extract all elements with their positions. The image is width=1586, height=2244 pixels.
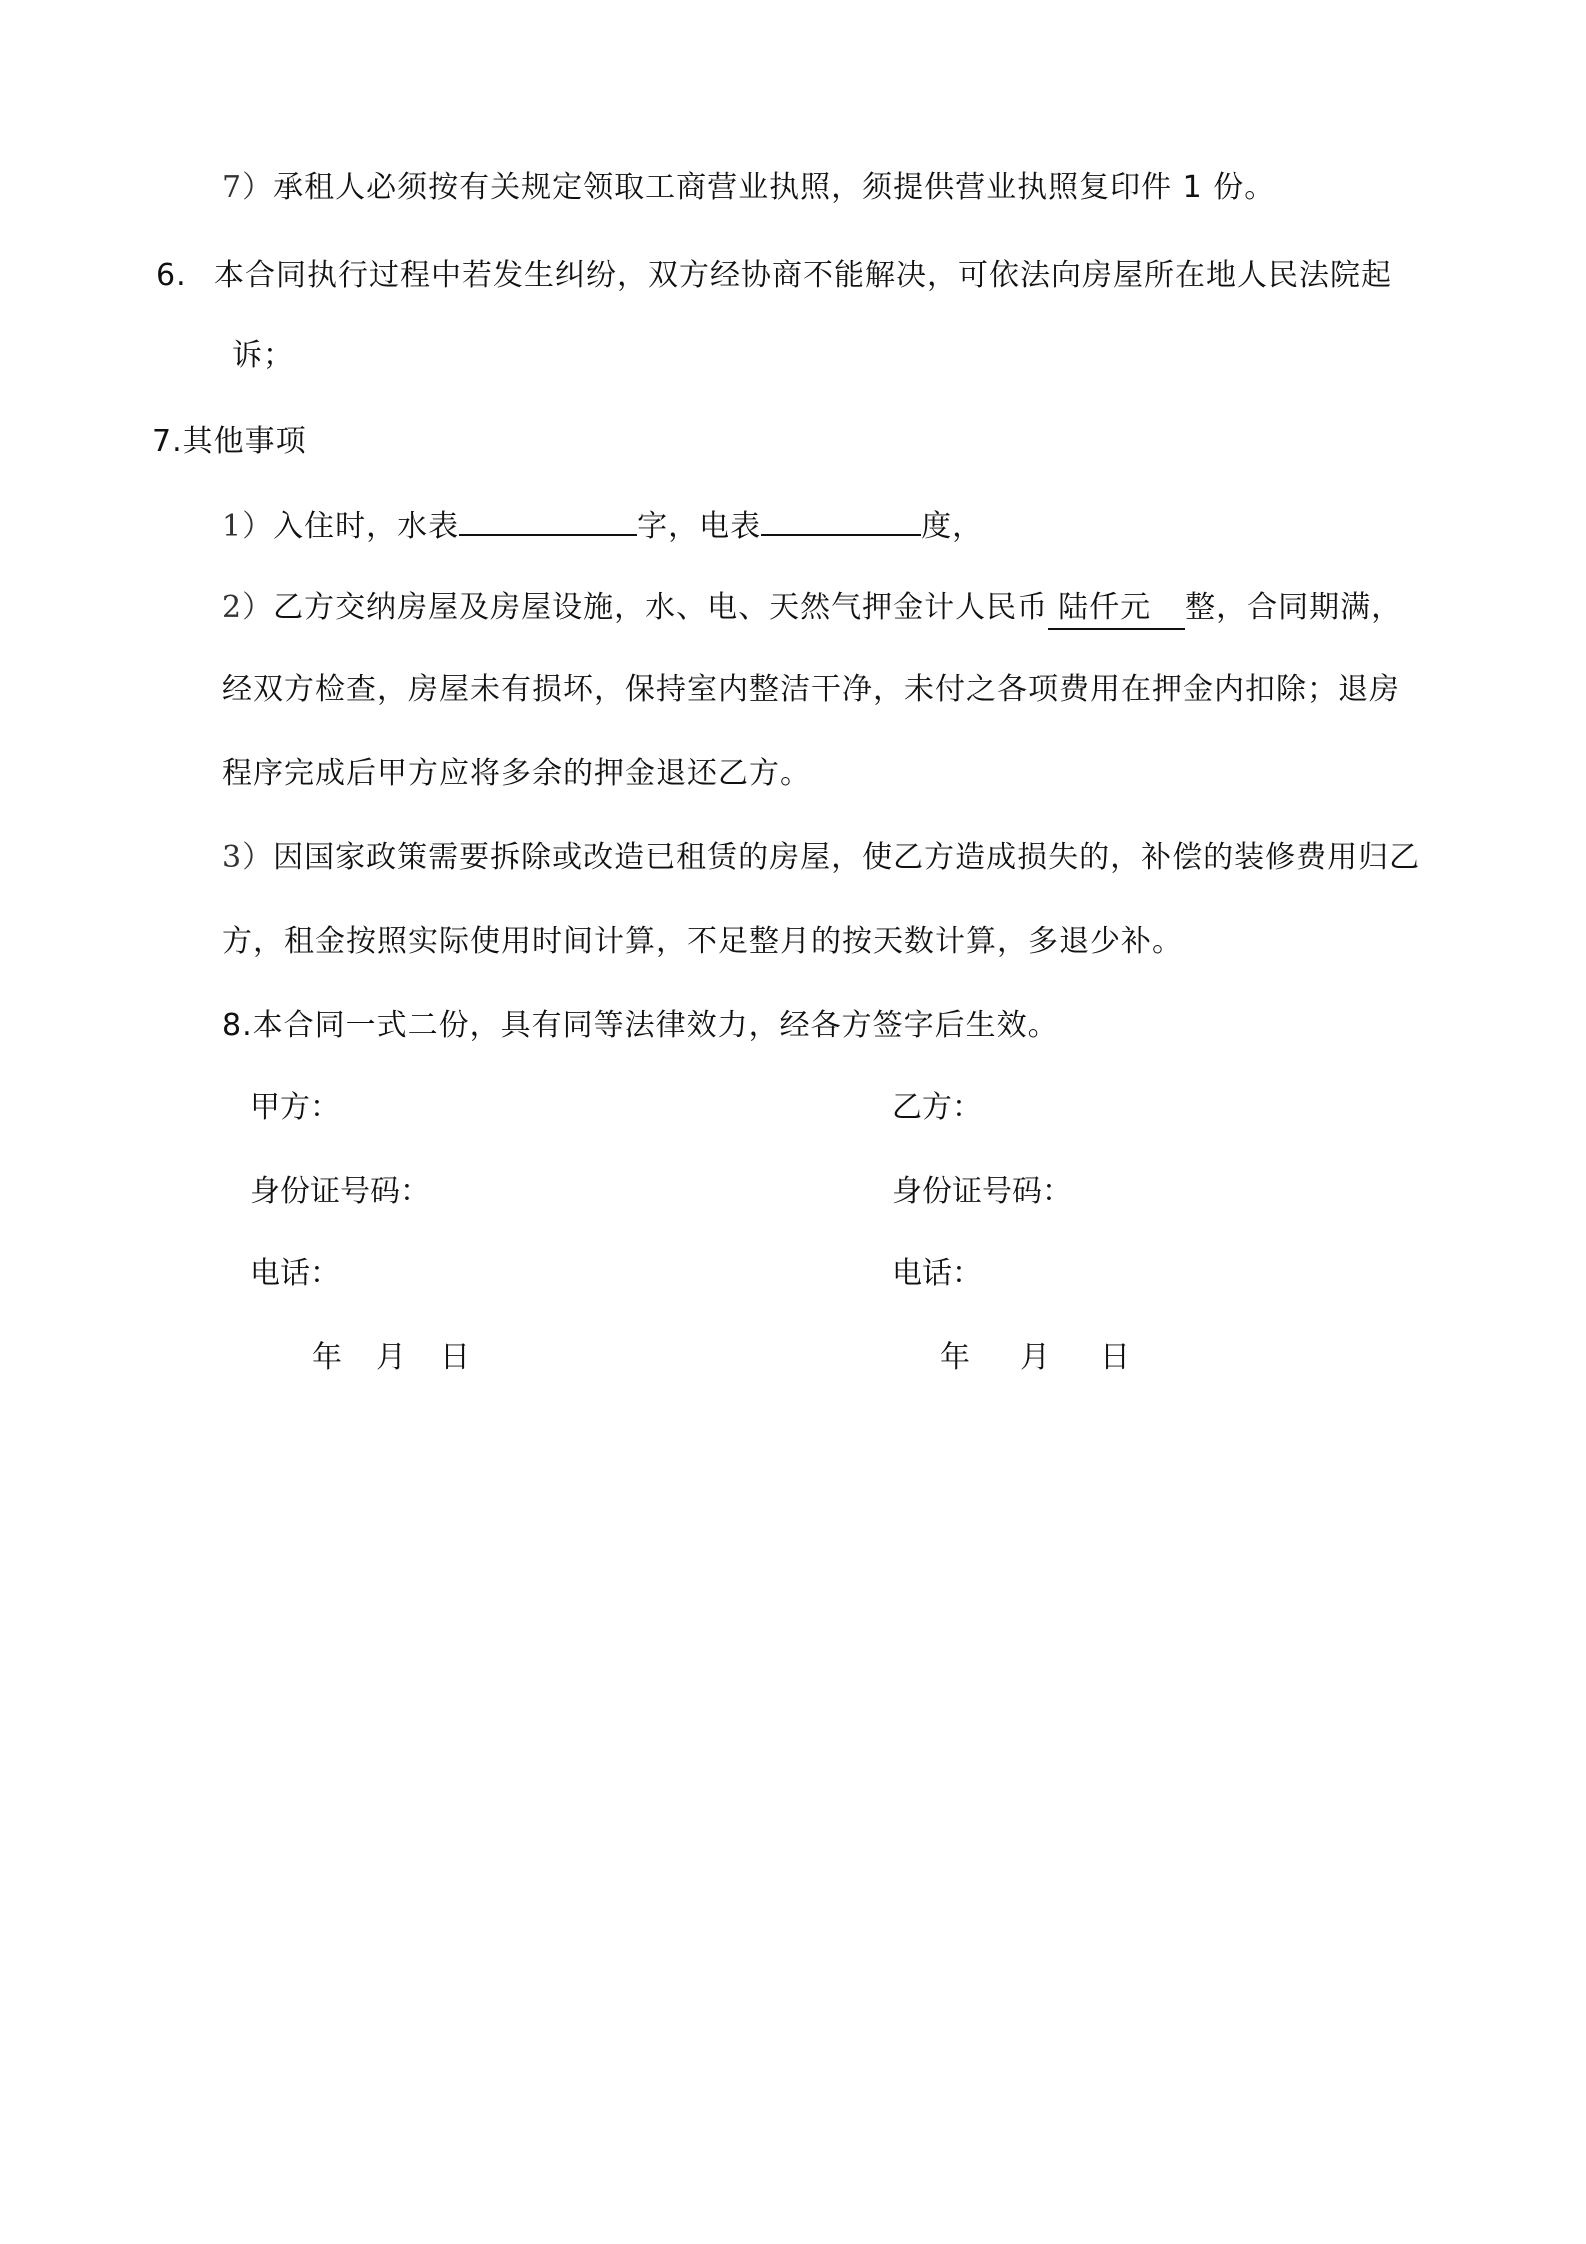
- sub-2-line-2: [222, 670, 1400, 710]
- party-a-year: 年: [312, 1340, 342, 1375]
- party-b-year: 年: [940, 1340, 970, 1375]
- party-b-date: [940, 1338, 1130, 1378]
- sub-2-text-2: 经双方检查，房屋未有损坏，保持室内整洁干净，未付之各项费用在押金内扣除；退房: [222, 672, 1400, 707]
- clause-7-heading: [152, 422, 307, 462]
- party-a-id-label: 身份证号码：: [250, 1174, 430, 1209]
- sub-2-suffix: 整，合同期满，: [1185, 590, 1403, 625]
- party-a-day: 日: [440, 1340, 470, 1375]
- party-a-phone-label: 电话：: [250, 1256, 340, 1291]
- water-meter-blank: [459, 504, 637, 536]
- clause-6-number: 6.: [156, 258, 187, 293]
- sub-2-line-1: [222, 588, 1402, 630]
- sub-3-number: 3）: [222, 840, 274, 875]
- party-b-day: 日: [1100, 1340, 1130, 1375]
- sub-3-text-1: 因国家政策需要拆除或改造已租赁的房屋，使乙方造成损失的，补偿的装修费用归乙: [273, 840, 1421, 875]
- clause-8-text: 8.本合同一式二份，具有同等法律效力，经各方签字后生效。: [222, 1008, 1059, 1043]
- deposit-amount: 陆仟元: [1048, 588, 1185, 630]
- party-a-month: 月: [376, 1340, 406, 1375]
- sub-1-water-unit: 字，电表: [637, 509, 762, 544]
- sub-2-prefix: 乙方交纳房屋及房屋设施，水、电、天然气押金计人民币: [273, 590, 1049, 625]
- party-b-id-label: 身份证号码：: [892, 1174, 1072, 1209]
- electric-meter-blank: [761, 504, 921, 536]
- sub-3-text-2: 方，租金按照实际使用时间计算，不足整月的按天数计算，多退少补。: [222, 924, 1183, 959]
- item-7-text: 承租人必须按有关规定领取工商营业执照，须提供营业执照复印件 1 份。: [273, 170, 1276, 205]
- sub-3-line-1: [222, 838, 1420, 878]
- clause-6-text-1: 本合同执行过程中若发生纠纷，双方经协商不能解决，可依法向房屋所在地人民法院起: [214, 258, 1392, 293]
- party-a-label: 甲方：: [250, 1090, 340, 1125]
- party-b-label: 乙方：: [892, 1090, 982, 1125]
- party-a-date: [312, 1338, 470, 1378]
- clause-6-line-2: [232, 336, 294, 376]
- sub-2-text-3: 程序完成后甲方应将多余的押金退还乙方。: [222, 756, 811, 791]
- clause-6-text-2: 诉；: [232, 338, 294, 373]
- sub-1-number: 1）: [222, 509, 274, 544]
- party-b-phone-label: 电话：: [892, 1256, 982, 1291]
- clause-6-line-1: [156, 256, 1392, 296]
- sub-1-line: [222, 504, 983, 547]
- sub-2-line-3: [222, 754, 811, 794]
- sub-1-prefix: 入住时，水表: [273, 509, 460, 544]
- item-7-line: [222, 168, 1275, 208]
- sub-2-number: 2）: [222, 590, 274, 625]
- sub-1-electric-unit: 度，: [921, 509, 984, 544]
- clause-8-line: [222, 1006, 1059, 1046]
- party-b-month: 月: [1020, 1340, 1050, 1375]
- clause-7-heading-text: 7.其他事项: [152, 424, 307, 459]
- sub-3-line-2: [222, 922, 1183, 962]
- item-7-number: 7）: [222, 170, 274, 205]
